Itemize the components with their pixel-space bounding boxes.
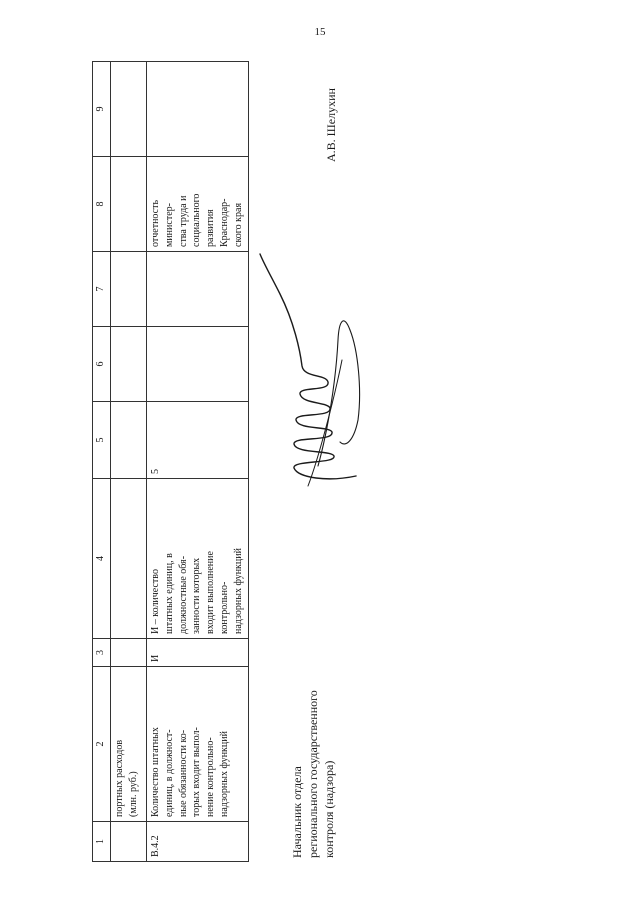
table-cell [111,62,147,157]
table-row-continued [111,62,147,862]
header-cell: 3 [93,639,111,667]
table-row [147,62,249,862]
indicator-id: В.4.2 [147,822,249,862]
header-cell: 1 [93,822,111,862]
table-cell [147,252,249,327]
indicator-table [92,61,249,862]
table-cell [111,252,147,327]
indicator-formula: И – количество штатных единиц, в должностные обя- занности которых входит выполнение контрольно- надзорных функций [147,479,249,639]
table-header-row [93,62,111,862]
indicator-symbol: И [147,639,249,667]
indicator-value: 5 [147,402,249,479]
rotated-page-content [92,62,592,862]
table-cell [111,639,147,667]
table-cell [111,822,147,862]
indicator-source: отчетность министер- ства труда и социального развития Краснодар- ского края [147,157,249,252]
header-cell: 7 [93,252,111,327]
header-cell: 5 [93,402,111,479]
handwritten-signature [258,250,368,490]
table-cell [111,157,147,252]
table-cell [111,402,147,479]
signer-name: А.В. Шелухин [324,88,338,162]
header-cell: 6 [93,327,111,402]
table-cell [111,479,147,639]
table-cell [147,62,249,157]
indicator-name: Количество штатных единиц, в должност- ные обязанности ко- торых входит выпол- нение контрольно- надзорных функций [147,667,249,822]
signer-position: Начальник отдела регионального государственного контроля (надзора) [290,690,337,858]
page-number: 15 [314,26,326,38]
table-cell-name-continued: портных расходов (млн. руб.) [111,667,147,822]
header-cell: 8 [93,157,111,252]
table-cell [111,327,147,402]
table-cell [147,327,249,402]
header-cell: 2 [93,667,111,822]
header-cell: 4 [93,479,111,639]
header-cell: 9 [93,62,111,157]
